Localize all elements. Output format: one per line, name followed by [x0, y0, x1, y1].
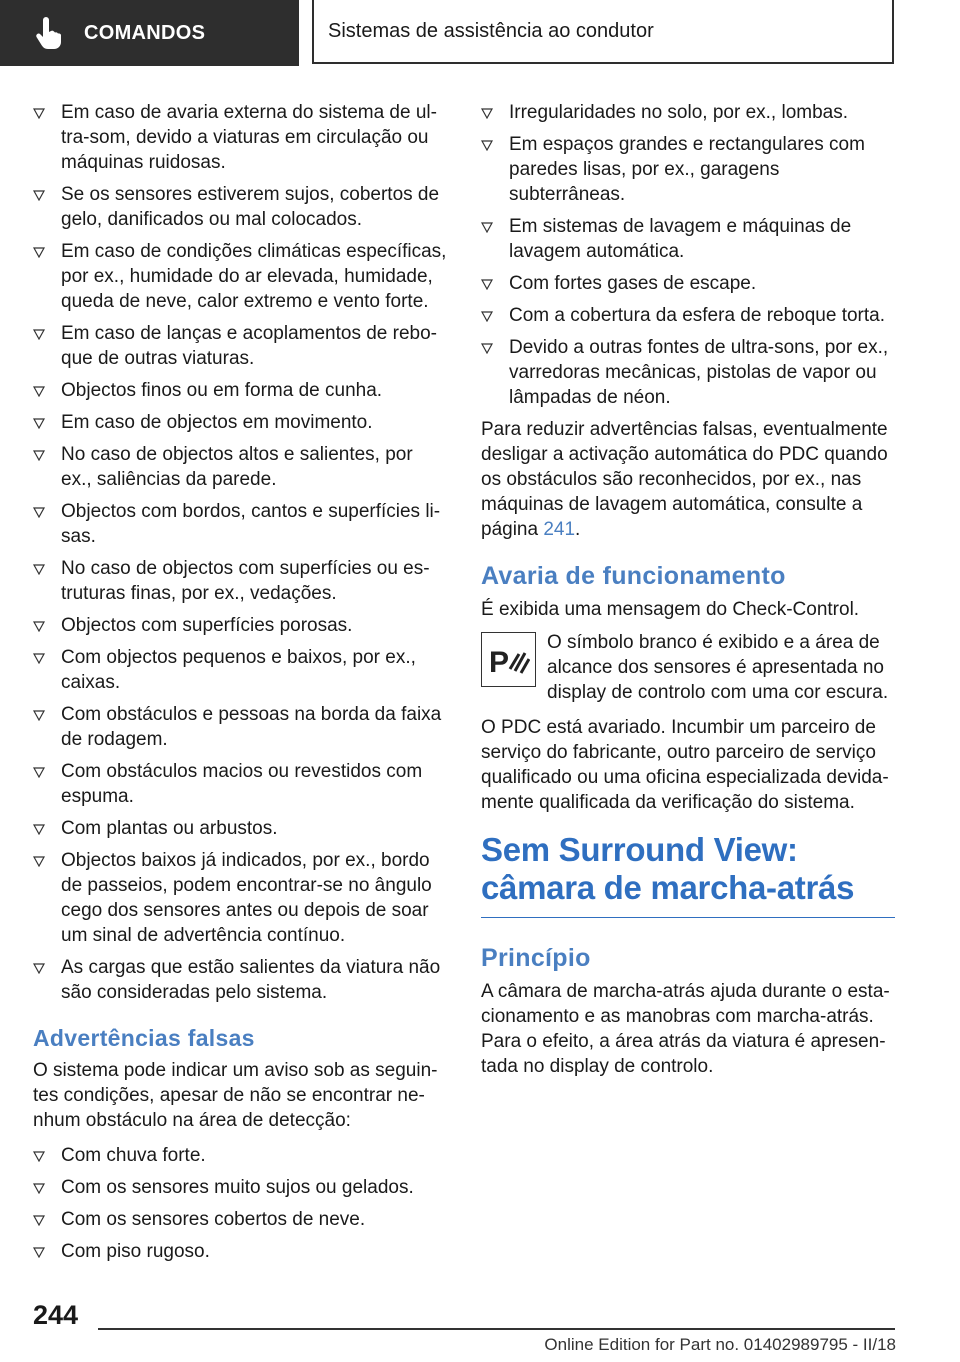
page-number: 244 — [33, 1300, 79, 1330]
left-column — [33, 100, 447, 1271]
bullet-triangle-icon — [33, 247, 45, 258]
list-item: No caso de objectos altos e salientes, por ex., saliências da parede. — [33, 442, 447, 492]
malfunction-heading: Avaria de funcionamento — [481, 562, 786, 590]
list-item: Objectos finos ou em forma de cunha. — [33, 378, 447, 403]
list-item: Com obstáculos e pessoas na borda da faixa de rodagem. — [33, 702, 447, 752]
list-item: Objectos baixos já indicados, por ex., bordo de passeios, podem encontrar-se no ângulo cego dos sensores antes ou depois de soar um sinal de advertência contínuo. — [33, 848, 447, 948]
malfunction-service-text: O PDC está avariado. Incumbir um parceiro de serviço do fabricante, outro parceiro de serviço qualificado ou uma oficina especializada devidamente qualificada da verificação do sistema. — [481, 717, 889, 813]
footer-divider — [98, 1328, 895, 1330]
bullet-triangle-icon — [33, 418, 45, 429]
list-item: Com chuva forte. — [33, 1143, 447, 1168]
bullet-triangle-icon — [33, 621, 45, 632]
list-item: Com fortes gases de escape. — [481, 271, 895, 296]
bullet-triangle-icon — [481, 140, 493, 151]
bullet-triangle-icon — [33, 108, 45, 119]
bullet-triangle-icon — [481, 311, 493, 322]
list-item: Com obstáculos macios ou revestidos com espuma. — [33, 759, 447, 809]
bullet-triangle-icon — [33, 824, 45, 835]
bullet-triangle-icon — [481, 222, 493, 233]
principle-text: A câmara de marcha-atrás ajuda durante o estacionamento e as manobras com marcha-atrás. Para o efeito, a área atrás da viatura é apresentada no display de controlo. — [481, 981, 890, 1077]
bullet-triangle-icon — [481, 343, 493, 354]
list-item: As cargas que estão salientes da viatura não são consideradas pelo sistema. — [33, 955, 447, 1005]
bullet-triangle-icon — [33, 856, 45, 867]
list-item: Objectos com bordos, cantos e superfícies lisas. — [33, 499, 447, 549]
bullet-triangle-icon — [33, 1247, 45, 1258]
false-warnings-heading: Advertências falsas — [33, 1025, 255, 1051]
bullet-triangle-icon — [33, 1183, 45, 1194]
pdc-warning-symbol-row — [481, 630, 895, 705]
list-item: Em caso de avaria externa do sistema de ultra-som, devido a viaturas em circulação ou máquinas ruidosas. — [33, 100, 447, 175]
list-item: Irregularidades no solo, por ex., lombas. — [481, 100, 895, 125]
false-warning-reduction-text: Para reduzir advertências falsas, eventualmente desligar a activação automática do PDC quando os obstáculos são reconhecidos, por ex., nas máquinas de lavagem automática, consulte a página 241. — [481, 419, 888, 540]
bullet-triangle-icon — [33, 710, 45, 721]
right-column — [481, 100, 895, 1079]
list-item: Objectos com superfícies porosas. — [33, 613, 447, 638]
bullet-triangle-icon — [481, 108, 493, 119]
list-item: Em caso de objectos em movimento. — [33, 410, 447, 435]
principle-heading: Princípio — [481, 944, 591, 972]
bullet-triangle-icon — [33, 507, 45, 518]
bullet-triangle-icon — [33, 386, 45, 397]
malfunction-intro: É exibida uma mensagem do Check-Control. — [481, 599, 860, 620]
bullet-triangle-icon — [33, 1215, 45, 1226]
bullet-triangle-icon — [33, 767, 45, 778]
list-item: Devido a outras fontes de ultra-sons, por ex., varredoras mecânicas, pistolas de vapor ou lâmpadas de néon. — [481, 335, 895, 410]
bullet-triangle-icon — [33, 329, 45, 340]
list-item: Se os sensores estiverem sujos, cobertos de gelo, danificados ou mal colocados. — [33, 182, 447, 232]
bullet-triangle-icon — [33, 963, 45, 974]
bullet-triangle-icon — [33, 1151, 45, 1162]
list-item: No caso de objectos com superfícies ou estruturas finas, por ex., vedações. — [33, 556, 447, 606]
list-item: Em caso de condições climáticas específicas, por ex., humidade do ar elevada, humidade, queda de neve, calor extremo e vento forte. — [33, 239, 447, 314]
chapter-label: COMANDOS — [84, 21, 206, 44]
chapter-tab[interactable] — [0, 0, 299, 66]
list-item: Com objectos pequenos e baixos, por ex., caixas. — [33, 645, 447, 695]
false-warnings-intro: O sistema pode indicar um aviso sob as seguintes condições, apesar de não se encontrar nenhum obstáculo na área de detecção: — [33, 1060, 438, 1131]
bullet-triangle-icon — [33, 653, 45, 664]
pdc-warning-icon-text: O símbolo branco é exibido e a área de alcance dos sensores é apresentada no display de controlo com uma cor escura. — [547, 632, 889, 703]
hand-pointer-icon — [34, 15, 70, 51]
bullet-triangle-icon — [33, 450, 45, 461]
edition-footer: Online Edition for Part no. 01402989795 - II/18 — [544, 1335, 896, 1354]
list-item: Com os sensores muito sujos ou gelados. — [33, 1175, 447, 1200]
list-item: Com piso rugoso. — [33, 1239, 447, 1264]
list-item: Com a cobertura da esfera de reboque torta. — [481, 303, 895, 328]
conditions-list — [481, 100, 895, 410]
bullet-triangle-icon — [33, 190, 45, 201]
pdc-warning-icon — [481, 632, 536, 687]
list-item: Com os sensores cobertos de neve. — [33, 1207, 447, 1232]
limitations-list — [33, 100, 447, 1005]
list-item: Com plantas ou arbustos. — [33, 816, 447, 841]
bullet-triangle-icon — [33, 564, 45, 575]
rear-camera-section-title: Sem Surround View: câmara de marcha-atrás — [481, 831, 895, 918]
page-reference-link[interactable]: 241 — [543, 519, 576, 540]
svg-text:P: P — [488, 645, 509, 678]
section-title: Sistemas de assistência ao condutor — [312, 0, 894, 64]
list-item: Em caso de lanças e acoplamentos de reboque de outras viaturas. — [33, 321, 447, 371]
list-item: Em espaços grandes e rectangulares com paredes lisas, por ex., garagens subterrâneas. — [481, 132, 895, 207]
list-item: Em sistemas de lavagem e máquinas de lavagem automática. — [481, 214, 895, 264]
bullet-triangle-icon — [481, 279, 493, 290]
false-warnings-list — [33, 1143, 447, 1264]
